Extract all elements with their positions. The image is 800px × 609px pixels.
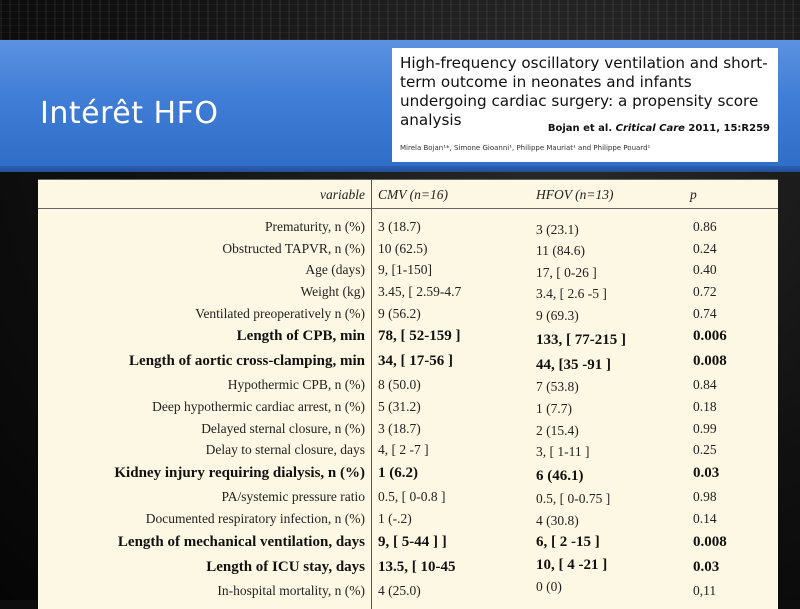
table-cell-p: 0.98 <box>693 489 717 504</box>
table-cell-hfov: 4 (30.8) <box>536 513 579 528</box>
table-cell-p: 0.03 <box>693 465 720 481</box>
table-cell-cmv: 3 (18.7) <box>378 421 421 436</box>
table-cell-cmv: 10 (62.5) <box>378 241 428 256</box>
table-cell-variable: Deep hypothermic cardiac arrest, n (%) <box>152 399 365 414</box>
table-cell-variable: Age (days) <box>305 262 365 277</box>
table-cell-hfov: 6, [ 2 -15 ] <box>536 534 600 550</box>
decorative-pattern <box>0 0 800 40</box>
table-cell-variable: Hypothermic CPB, n (%) <box>227 377 365 392</box>
table-cell-hfov: 17, [ 0-26 ] <box>536 265 597 280</box>
table-cell-variable: Documented respiratory infection, n (%) <box>145 511 365 526</box>
header-hfov: HFOV (n=13) <box>536 187 614 202</box>
table-cell-variable: Length of CPB, min <box>236 328 365 344</box>
table-cell-p: 0.84 <box>693 377 717 392</box>
table-cell-hfov: 133, [ 77-215 ] <box>536 332 626 348</box>
paper-reference-box <box>392 48 778 162</box>
table-cell-hfov: 7 (53.8) <box>536 379 579 394</box>
table-cell-cmv: 1 (-.2) <box>378 511 412 526</box>
table-cell-p: 0.86 <box>693 219 717 234</box>
table-cell-p: 0.24 <box>693 241 717 256</box>
table-cell-p: 0.006 <box>693 328 727 344</box>
table-cell-cmv: 8 (50.0) <box>378 377 421 392</box>
table-cell-variable: In-hospital mortality, n (%) <box>217 583 365 598</box>
table-cell-cmv: 34, [ 17-56 ] <box>378 353 453 369</box>
results-table <box>38 179 778 609</box>
table-cell-hfov: 2 (15.4) <box>536 423 579 438</box>
header-variable: variable <box>320 187 365 202</box>
table-cell-variable: Delay to sternal closure, days <box>205 442 365 457</box>
table-cell-hfov: 0 (0) <box>536 579 562 594</box>
table-cell-cmv: 4 (25.0) <box>378 583 421 598</box>
table-cell-cmv: 5 (31.2) <box>378 399 421 414</box>
slide-title: Intérêt HFO <box>40 96 219 131</box>
table-cell-hfov: 6 (46.1) <box>536 468 584 484</box>
table-cell-variable: Length of ICU stay, days <box>206 559 365 575</box>
table-cell-p: 0.72 <box>693 284 717 299</box>
header-cmv: CMV (n=16) <box>378 187 448 202</box>
table-cell-p: 0.008 <box>693 353 727 369</box>
table-cell-p: 0.18 <box>693 399 717 414</box>
table-cell-p: 0,11 <box>693 583 717 598</box>
table-top-rule <box>38 179 778 180</box>
citation-journal: Critical Care <box>615 123 685 134</box>
table-cell-p: 0.99 <box>693 421 717 436</box>
table-cell-hfov: 44, [35 -91 ] <box>536 357 611 373</box>
table-cell-hfov: 0.5, [ 0-0.75 ] <box>536 491 611 506</box>
table-cell-cmv: 13.5, [ 10-45 <box>378 559 456 575</box>
table-cell-variable: Obstructed TAPVR, n (%) <box>222 241 365 256</box>
table-cell-p: 0.008 <box>693 534 727 550</box>
table-cell-p: 0.74 <box>693 306 717 321</box>
table-cell-hfov: 1 (7.7) <box>536 401 572 416</box>
table-cell-variable: Delayed sternal closure, n (%) <box>201 421 365 436</box>
table-cell-p: 0.25 <box>693 442 717 457</box>
table-cell-variable: PA/systemic pressure ratio <box>221 489 365 504</box>
table-cell-variable: Weight (kg) <box>300 284 365 299</box>
table-cell-cmv: 1 (6.2) <box>378 465 418 481</box>
table-cell-cmv: 78, [ 52-159 ] <box>378 328 461 344</box>
table-cell-cmv: 3 (18.7) <box>378 219 421 234</box>
table-cell-variable: Length of mechanical ventilation, days <box>117 534 365 550</box>
citation-authors: Bojan et al. <box>547 123 613 134</box>
table-column-divider <box>371 179 372 609</box>
table-cell-variable: Length of aortic cross-clamping, min <box>129 353 365 369</box>
table-cell-hfov: 10, [ 4 -21 ] <box>536 557 608 573</box>
table-cell-hfov: 3 (23.1) <box>536 222 579 237</box>
table-cell-hfov: 3, [ 1-11 ] <box>536 444 590 459</box>
table-cell-p: 0.40 <box>693 262 717 277</box>
table-cell-hfov: 3.4, [ 2.6 -5 ] <box>536 286 607 301</box>
table-cell-cmv: 4, [ 2 -7 ] <box>378 442 429 457</box>
header-p: p <box>690 187 697 202</box>
table-cell-cmv: 9 (56.2) <box>378 306 421 321</box>
table-cell-p: 0.14 <box>693 511 717 526</box>
table-cell-cmv: 3.45, [ 2.59-4.7 <box>378 284 462 299</box>
citation-ref: 2011, 15:R259 <box>688 123 770 134</box>
paper-title: High-frequency oscillatory ventilation and short-term outcome in neonates and infants undergoing cardiac surgery: a propensity score analysis <box>400 54 768 129</box>
paper-authors: Mirela Bojan¹*, Simone Gioanni¹, Philippe Mauriat¹ and Philippe Pouard¹ <box>400 144 651 152</box>
table-cell-variable: Kidney injury requiring dialysis, n (%) <box>114 465 365 481</box>
table-cell-variable: Prematurity, n (%) <box>265 219 365 234</box>
table-cell-hfov: 9 (69.3) <box>536 308 579 323</box>
table-cell-hfov: 11 (84.6) <box>536 243 585 258</box>
paper-citation <box>548 123 770 134</box>
table-cell-cmv: 9, [1-150] <box>378 262 432 277</box>
table-cell-p: 0.03 <box>693 559 720 575</box>
table-cell-cmv: 0.5, [ 0-0.8 ] <box>378 489 446 504</box>
table-cell-cmv: 9, [ 5-44 ] ] <box>378 534 447 550</box>
table-header-rule <box>38 208 778 209</box>
table-cell-variable: Ventilated preoperatively n (%) <box>195 306 365 321</box>
